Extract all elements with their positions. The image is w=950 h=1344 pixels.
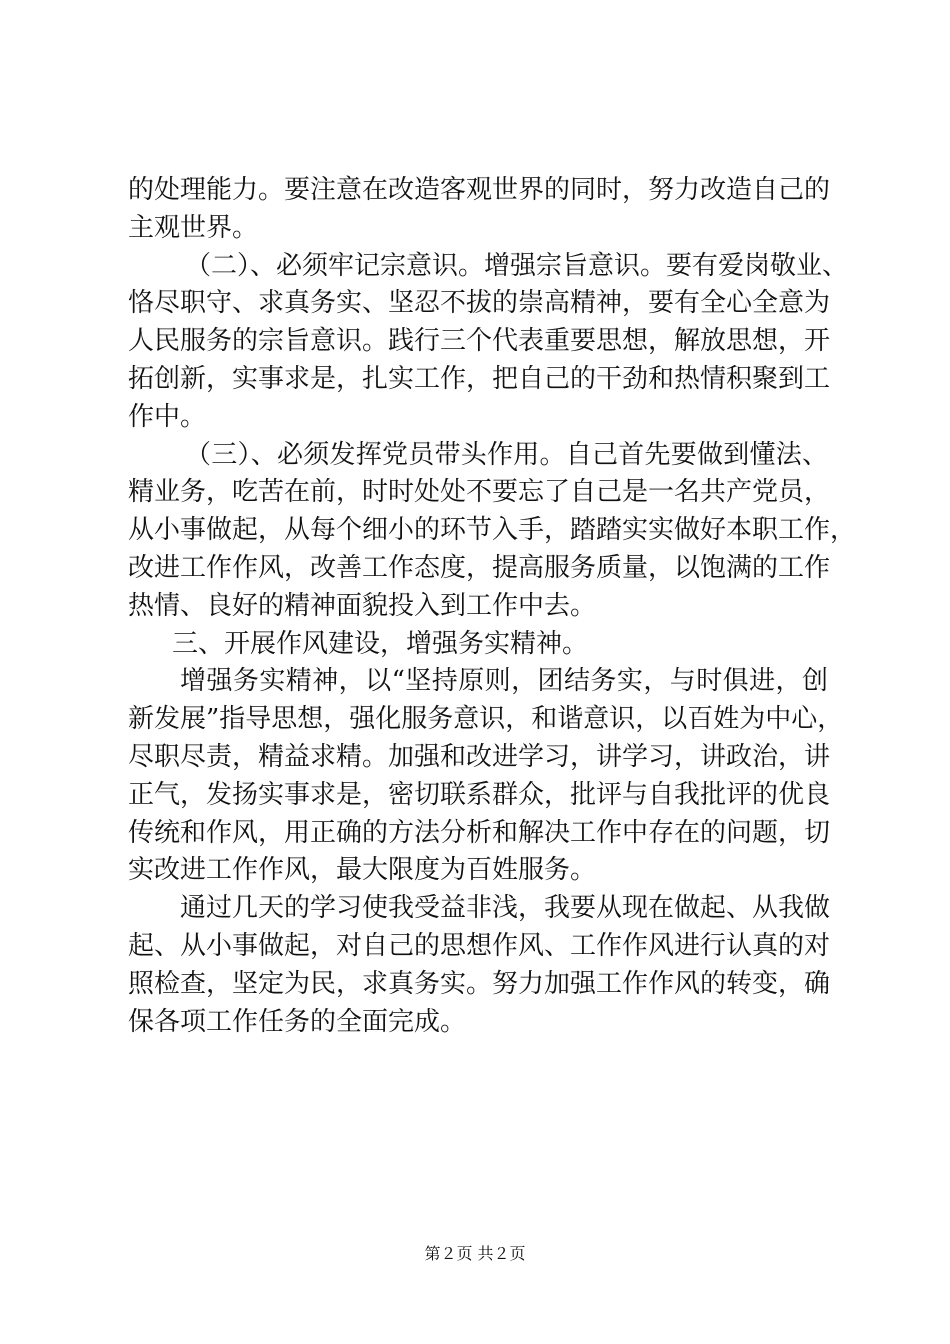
- section-heading: 三、开展作风建设，增强务实精神。: [172, 628, 589, 659]
- text-line: 从小事做起，从每个细小的环节入手，踏踏实实做好本职工作，: [128, 515, 857, 546]
- text-line: 照检查，坚定为民，求真务实。努力加强工作作风的转变，确: [128, 968, 831, 999]
- text-line: 起、从小事做起，对自己的思想作风、工作作风进行认真的对: [128, 930, 831, 961]
- text-line: 精业务，吃苦在前，时时处处不要忘了自己是一名共产党员，: [128, 477, 831, 508]
- text-line: 热情、良好的精神面貌投入到工作中去。: [128, 590, 597, 621]
- text-line: 通过几天的学习使我受益非浅，我要从现在做起、从我做: [180, 893, 831, 924]
- text-line: 主观世界。: [128, 212, 259, 243]
- text-line: 保各项工作任务的全面完成。: [128, 1006, 467, 1037]
- text-line: 尽职尽责，精益求精。加强和改进学习，讲学习，讲政治，讲: [128, 741, 831, 772]
- text-line: 拓创新，实事求是，扎实工作，把自己的干劲和热情积聚到工: [128, 363, 831, 394]
- text-line: （三）、必须发挥党员带头作用。自己首先要做到懂法、: [185, 439, 828, 470]
- text-line: 作中。: [128, 401, 207, 432]
- text-line: 实改进工作作风，最大限度为百姓服务。: [128, 855, 597, 886]
- text-line: 增强务实精神，以“坚持原则，团结务实，与时俱进，创: [180, 666, 828, 697]
- text-line: 改进工作作风，改善工作态度，提高服务质量，以饱满的工作: [128, 552, 831, 583]
- text-line: 人民服务的宗旨意识。践行三个代表重要思想，解放思想，开: [128, 326, 831, 357]
- page-number-footer: 第２页 共２页: [424, 1244, 526, 1263]
- body-text: [128, 172, 857, 1041]
- text-line: 的处理能力。要注意在改造客观世界的同时，努力改造自己的: [128, 175, 831, 205]
- text-line: （二）、必须牢记宗意识。增强宗旨意识。要有爱岗敬业、: [185, 250, 849, 281]
- text-line: 新发展”指导思想，强化服务意识，和谐意识，以百姓为中心，: [128, 704, 844, 735]
- text-line: 恪尽职守、求真务实、坚忍不拔的崇高精神，要有全心全意为: [128, 288, 831, 319]
- text-line: 传统和作风，用正确的方法分析和解决工作中存在的问题，切: [128, 817, 831, 848]
- text-line: 正气，发扬实事求是，密切联系群众，批评与自我批评的优良: [128, 779, 831, 810]
